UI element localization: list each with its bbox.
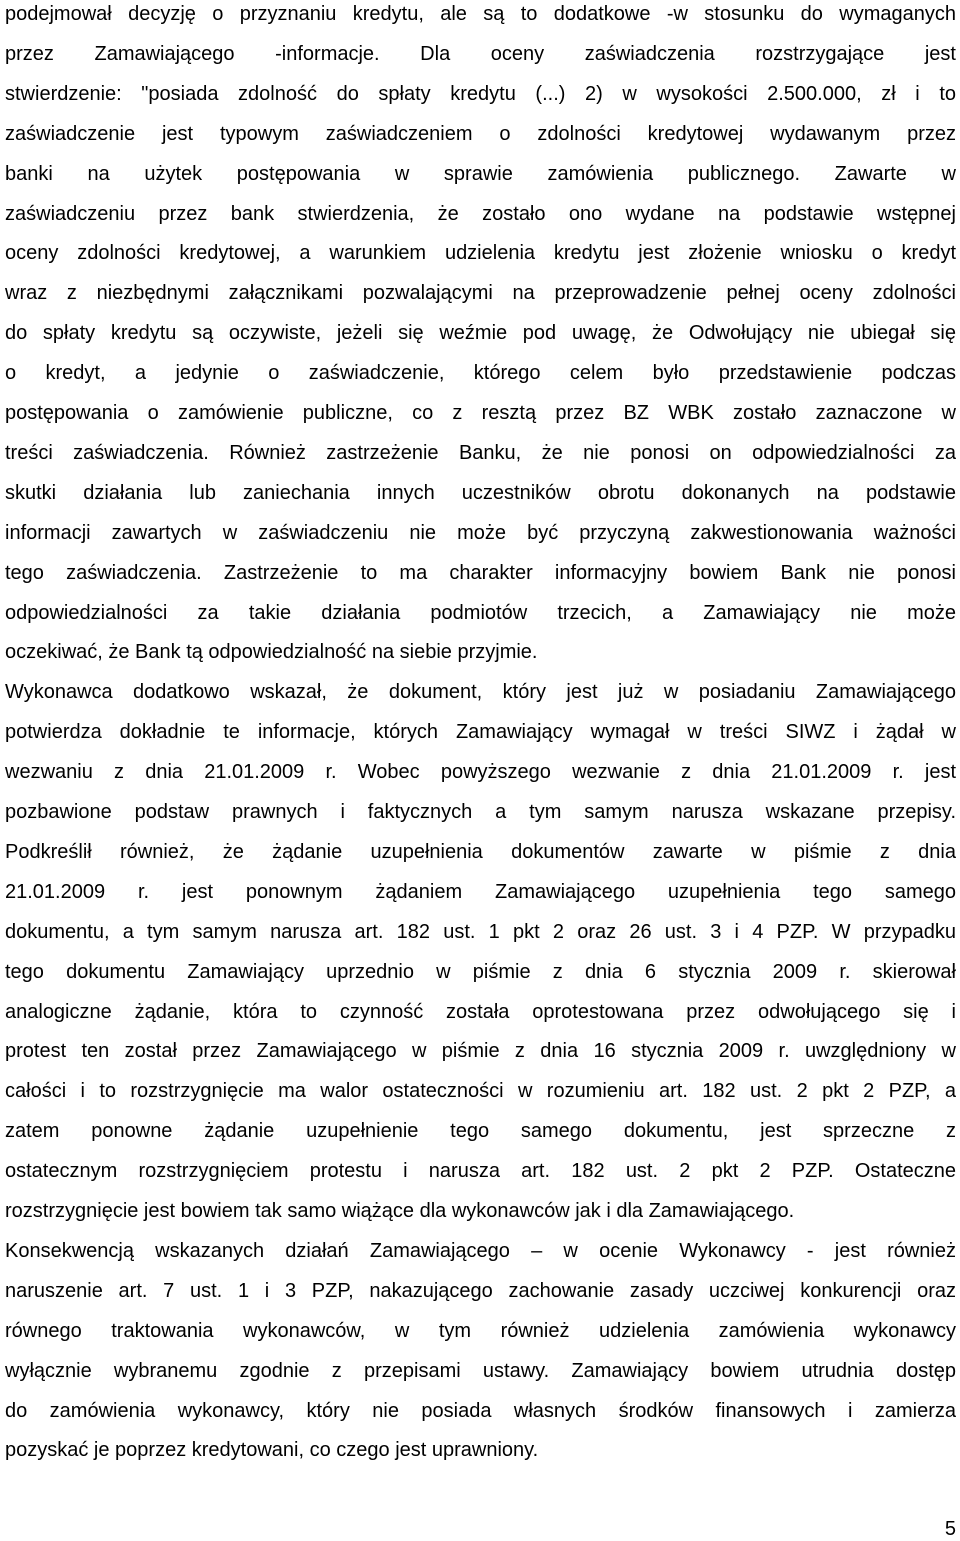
- text-line: zaświadczeniu przez bank stwierdzenia, że zostało ono wydane na podstawie wstępnej: [5, 203, 956, 225]
- text-line: analogiczne żądanie, która to czynność została oprotestowana przez odwołującego się i: [5, 1001, 956, 1023]
- text-line: wraz z niezbędnymi załącznikami pozwalającymi na przeprowadzenie pełnej oceny zdolności: [5, 282, 956, 304]
- page-number: 5: [944, 1518, 956, 1540]
- text-line: protest ten został przez Zamawiającego w piśmie z dnia 16 stycznia 2009 r. uwzględniony w: [5, 1040, 956, 1062]
- text-line: pozyskać je poprzez kredytowani, co czego jest uprawniony.: [5, 1439, 539, 1461]
- text-line: o kredyt, a jedynie o zaświadczenie, którego celem było przedstawienie podczas: [5, 362, 956, 384]
- text-line: do zamówienia wykonawcy, który nie posiada własnych środków finansowych i zamierza: [5, 1400, 956, 1422]
- text-line: dokumentu, a tym samym narusza art. 182 ust. 1 pkt 2 oraz 26 ust. 3 i 4 PZP. W przypadku: [5, 921, 956, 943]
- text-line: zatem ponowne żądanie uzupełnienie tego samego dokumentu, jest sprzeczne z: [5, 1120, 956, 1142]
- text-line: do spłaty kredytu są oczywiste, jeżeli się weźmie pod uwagę, że Odwołujący nie ubiegał się: [5, 322, 956, 344]
- text-line: wezwaniu z dnia 21.01.2009 r. Wobec powyższego wezwanie z dnia 21.01.2009 r. jest: [5, 761, 956, 783]
- text-line: tego zaświadczenia. Zastrzeżenie to ma charakter informacyjny bowiem Bank nie ponosi: [5, 562, 956, 584]
- text-line: stwierdzenie: "posiada zdolność do spłaty kredytu (...) 2) w wysokości 2.500.000, zł i to: [5, 83, 956, 105]
- text-line: skutki działania lub zaniechania innych uczestników obrotu dokonanych na podstawie: [5, 482, 956, 504]
- text-line: Podkreślił również, że żądanie uzupełnienia dokumentów zawarte w piśmie z dnia: [5, 841, 956, 863]
- text-line: rozstrzygnięcie jest bowiem tak samo wiążące dla wykonawców jak i dla Zamawiającego.: [5, 1200, 795, 1222]
- text-line: całości i to rozstrzygnięcie ma walor ostateczności w rozumieniu art. 182 ust. 2 pkt 2 PZP, a: [5, 1080, 956, 1102]
- text-line: 21.01.2009 r. jest ponownym żądaniem Zamawiającego uzupełnienia tego samego: [5, 881, 956, 903]
- text-line: wyłącznie wybranemu zgodnie z przepisami ustawy. Zamawiający bowiem utrudnia dostęp: [5, 1360, 956, 1382]
- text-line: Konsekwencją wskazanych działań Zamawiającego – w ocenie Wykonawcy - jest również: [5, 1240, 956, 1262]
- text-line: Wykonawca dodatkowo wskazał, że dokument, który jest już w posiadaniu Zamawiającego: [5, 681, 956, 703]
- text-line: informacji zawartych w zaświadczeniu nie może być przyczyną zakwestionowania ważności: [5, 522, 956, 544]
- text-line: banki na użytek postępowania w sprawie zamówienia publicznego. Zawarte w: [5, 163, 956, 185]
- text-line: przez Zamawiającego -informacje. Dla oceny zaświadczenia rozstrzygające jest: [5, 43, 956, 65]
- text-line: oceny zdolności kredytowej, a warunkiem udzielenia kredytu jest złożenie wniosku o kredyt: [5, 242, 956, 264]
- text-line: równego traktowania wykonawców, w tym również udzielenia zamówienia wykonawcy: [5, 1320, 956, 1342]
- text-line: ostatecznym rozstrzygnięciem protestu i narusza art. 182 ust. 2 pkt 2 PZP. Ostateczne: [5, 1160, 956, 1182]
- text-line: zaświadczenie jest typowym zaświadczeniem o zdolności kredytowej wydawanym przez: [5, 123, 956, 145]
- text-line: postępowania o zamówienie publiczne, co z resztą przez BZ WBK zostało zaznaczone w: [5, 402, 956, 424]
- text-line: naruszenie art. 7 ust. 1 i 3 PZP, nakazującego zachowanie zasady uczciwej konkurencji oraz: [5, 1280, 956, 1302]
- text-line: oczekiwać, że Bank tą odpowiedzialność na siebie przyjmie.: [5, 641, 538, 663]
- text-line: tego dokumentu Zamawiający uprzednio w piśmie z dnia 6 stycznia 2009 r. skierował: [5, 961, 956, 983]
- text-line: odpowiedzialności za takie działania podmiotów trzecich, a Zamawiający nie może: [5, 602, 956, 624]
- text-line: potwierdza dokładnie te informacje, których Zamawiający wymagał w treści SIWZ i żądał w: [5, 721, 956, 743]
- text-line: podejmował decyzję o przyznaniu kredytu, ale są to dodatkowe -w stosunku do wymaganych: [5, 3, 956, 25]
- text-line: treści zaświadczenia. Również zastrzeżenie Banku, że nie ponosi on odpowiedzialności za: [5, 442, 956, 464]
- text-line: pozbawione podstaw prawnych i faktycznych a tym samym narusza wskazane przepisy.: [5, 801, 956, 823]
